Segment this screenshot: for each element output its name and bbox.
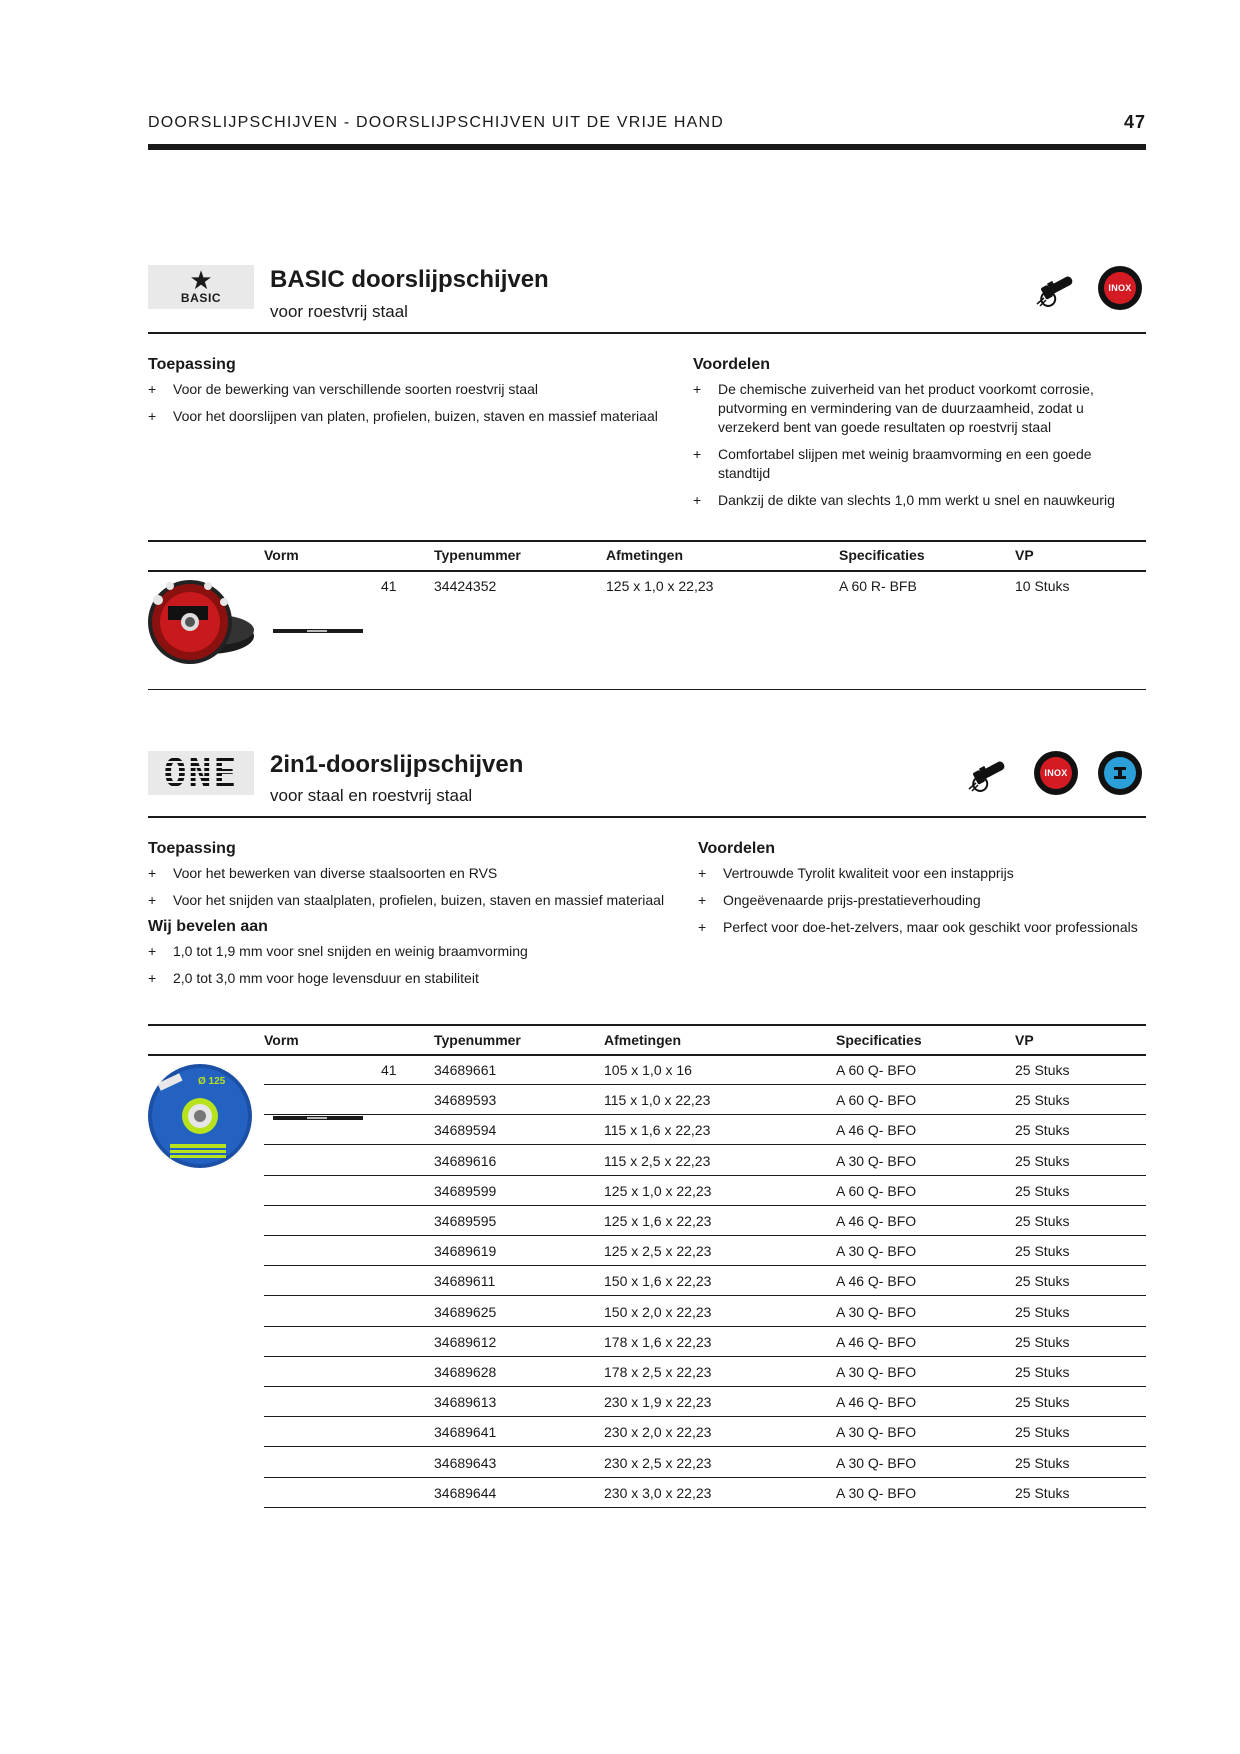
table-row-divider (264, 1446, 1146, 1447)
cell-specificaties: A 60 R- BFB (839, 578, 917, 594)
cell-typenummer: 34689594 (434, 1122, 497, 1139)
table-top-rule (148, 540, 1146, 542)
cell-typenummer: 34689612 (434, 1333, 497, 1350)
table-row-divider (264, 1477, 1146, 1478)
one-brand-badge (148, 751, 254, 795)
col-header-vp: VP (1015, 1032, 1034, 1048)
section-title: BASIC doorslijpschijven (270, 266, 549, 293)
angle-grinder-icon (966, 751, 1010, 795)
cell-afmetingen: 115 x 2,5 x 22,23 (604, 1152, 711, 1169)
list-item: + Vertrouwde Tyrolit kwaliteit voor een instapprijs (698, 864, 1143, 883)
cell-typenummer: 34689661 (434, 1062, 497, 1078)
col-header-typenummer: Typenummer (434, 547, 521, 563)
cell-afmetingen: 125 x 1,0 x 22,23 (604, 1182, 712, 1199)
cell-typenummer: 34689613 (434, 1394, 497, 1411)
cell-typenummer: 34424352 (434, 578, 497, 594)
cell-specificaties: A 60 Q- BFO (836, 1092, 917, 1109)
section-divider (148, 332, 1146, 334)
toepassing-heading: Toepassing (148, 356, 236, 373)
cell-afmetingen: 178 x 2,5 x 22,23 (604, 1364, 712, 1380)
cell-afmetingen: 178 x 1,6 x 22,23 (604, 1333, 712, 1350)
section-subtitle: voor roestvrij staal (270, 302, 408, 321)
cell-specificaties: A 46 Q- BFO (836, 1333, 917, 1350)
table-row-divider (264, 1205, 1146, 1206)
cell-typenummer: 34689644 (434, 1484, 497, 1501)
table-header-rule (148, 570, 1146, 572)
cell-specificaties: A 30 Q- BFO (836, 1484, 917, 1501)
angle-grinder-icon (1034, 266, 1078, 310)
cell-specificaties: A 30 Q- BFO (836, 1424, 917, 1441)
col-header-typenummer: Typenummer (434, 1032, 521, 1048)
cell-vp: 25 Stuks (1015, 1152, 1070, 1169)
inox-icon (1034, 751, 1078, 795)
cell-vp: 25 Stuks (1015, 1092, 1070, 1109)
cell-vp: 25 Stuks (1015, 1213, 1070, 1229)
disc-profile-icon (273, 1116, 363, 1120)
badge-label: ONE (163, 751, 239, 795)
toepassing-block (148, 356, 688, 434)
cell-afmetingen: 105 x 1,0 x 16 (604, 1062, 692, 1078)
cell-specificaties: A 30 Q- BFO (836, 1303, 917, 1320)
list-item: + Dankzij de dikte van slechts 1,0 mm werkt u snel en nauwkeurig (693, 491, 1143, 510)
col-header-vp: VP (1015, 547, 1034, 563)
cell-specificaties: A 30 Q- BFO (836, 1454, 917, 1471)
header-divider (148, 144, 1146, 150)
voordelen-list (693, 380, 1143, 510)
table-row-divider (264, 1175, 1146, 1176)
list-item: + Ongeëvenaarde prijs-prestatieverhouding (698, 891, 1143, 910)
table-row-divider (264, 1235, 1146, 1236)
cell-typenummer: 34689611 (434, 1273, 496, 1290)
cell-afmetingen: 125 x 1,0 x 22,23 (606, 578, 714, 594)
table-row-divider (264, 1507, 1146, 1508)
cell-afmetingen: 125 x 2,5 x 22,23 (604, 1243, 712, 1260)
cell-specificaties: A 30 Q- BFO (836, 1243, 917, 1260)
cell-typenummer: 34689595 (434, 1213, 497, 1229)
cell-specificaties: A 46 Q- BFO (836, 1273, 917, 1290)
basic-disc-image (146, 578, 256, 668)
cell-vp: 25 Stuks (1015, 1243, 1070, 1260)
cell-afmetingen: 125 x 1,6 x 22,23 (604, 1213, 712, 1229)
col-header-specificaties: Specificaties (836, 1032, 922, 1048)
voordelen-heading: Voordelen (693, 356, 771, 373)
cell-vp: 25 Stuks (1015, 1303, 1070, 1320)
cell-specificaties: A 46 Q- BFO (836, 1122, 917, 1139)
voordelen-heading: Voordelen (698, 840, 776, 857)
aanbevelen-heading: Wij bevelen aan (148, 918, 268, 935)
list-item: + 1,0 tot 1,9 mm voor snel snijden en weinig braamvorming (148, 942, 688, 961)
cell-typenummer: 34689643 (434, 1454, 497, 1471)
table-row-divider (264, 1114, 1146, 1115)
list-item: + Voor het bewerken van diverse staalsoorten en RVS (148, 864, 688, 883)
cell-vp: 25 Stuks (1015, 1394, 1070, 1411)
cell-vp: 25 Stuks (1015, 1424, 1070, 1441)
toepassing-heading: Toepassing (148, 840, 236, 857)
cell-afmetingen: 230 x 3,0 x 22,23 (604, 1484, 712, 1501)
steel-icon (1098, 751, 1142, 795)
cell-afmetingen: 115 x 1,0 x 22,23 (604, 1092, 711, 1109)
list-item: + 2,0 tot 3,0 mm voor hoge levensduur en stabiliteit (148, 969, 688, 988)
cell-vp: 25 Stuks (1015, 1454, 1070, 1471)
running-header-title: DOORSLIJPSCHIJVEN - DOORSLIJPSCHIJVEN UIT DE VRIJE HAND (148, 114, 725, 131)
list-item: + Voor het doorslijpen van platen, profielen, buizen, staven en massief materiaal (148, 407, 688, 426)
cell-vp: 10 Stuks (1015, 578, 1070, 594)
cell-vp: 25 Stuks (1015, 1122, 1070, 1139)
inox-icon (1098, 266, 1142, 310)
cell-vp: 25 Stuks (1015, 1182, 1070, 1199)
one-disc-image (146, 1062, 254, 1170)
toepassing-block (148, 840, 688, 996)
cell-afmetingen: 230 x 2,5 x 22,23 (604, 1454, 712, 1471)
aanbevelen-list (148, 942, 688, 988)
cell-typenummer: 34689625 (434, 1303, 497, 1320)
cell-vp: 25 Stuks (1015, 1364, 1070, 1380)
list-item: + Perfect voor doe-het-zelvers, maar ook geschikt voor professionals (698, 918, 1143, 937)
cell-specificaties: A 30 Q- BFO (836, 1152, 917, 1169)
cell-typenummer: 34689641 (434, 1424, 497, 1441)
cell-afmetingen: 115 x 1,6 x 22,23 (604, 1122, 711, 1139)
cell-specificaties: A 60 Q- BFO (836, 1182, 917, 1199)
col-header-vorm: Vorm (264, 1032, 299, 1048)
table-row-divider (264, 1295, 1146, 1296)
table-row-divider (264, 1386, 1146, 1387)
col-header-specificaties: Specificaties (839, 547, 925, 563)
cell-specificaties: A 46 Q- BFO (836, 1213, 917, 1229)
cell-specificaties: A 60 Q- BFO (836, 1062, 917, 1078)
toepassing-list (148, 380, 688, 426)
shape-number: 41 (381, 1062, 397, 1078)
list-item: + De chemische zuiverheid van het product voorkomt corrosie, putvorming en vermindering van de duurzaamheid, zodat u verzekerd bent van goede resultaten op roestvrij staal (693, 380, 1143, 437)
basic-brand-badge (148, 265, 254, 309)
list-item: + Voor de bewerking van verschillende soorten roestvrij staal (148, 380, 688, 399)
col-header-vorm: Vorm (264, 547, 299, 563)
table-row-divider (264, 1356, 1146, 1357)
cell-specificaties: A 30 Q- BFO (836, 1364, 917, 1380)
col-header-afmetingen: Afmetingen (606, 547, 683, 563)
cell-typenummer: 34689593 (434, 1092, 497, 1109)
table-header-rule (148, 1054, 1146, 1056)
inox-label: INOX (1040, 757, 1072, 789)
inox-label: INOX (1104, 272, 1136, 304)
table-row-divider (264, 1416, 1146, 1417)
table-row-divider (264, 1084, 1146, 1085)
section-divider (148, 816, 1146, 818)
cell-afmetingen: 150 x 1,6 x 22,23 (604, 1273, 712, 1290)
cell-typenummer: 34689599 (434, 1182, 497, 1199)
col-header-afmetingen: Afmetingen (604, 1032, 681, 1048)
list-item: + Comfortabel slijpen met weinig braamvorming en een goede standtijd (693, 445, 1143, 483)
table-bottom-rule (148, 689, 1146, 690)
voordelen-list (698, 864, 1143, 937)
star-icon: ★ (189, 265, 213, 295)
cell-typenummer: 34689616 (434, 1152, 497, 1169)
table-row-divider (264, 1144, 1146, 1145)
page-number: 47 (1123, 112, 1146, 132)
voordelen-block (693, 356, 1143, 518)
disc-profile-icon (273, 629, 363, 633)
table-top-rule (148, 1024, 1146, 1026)
shape-number: 41 (381, 578, 397, 594)
cell-vp: 25 Stuks (1015, 1333, 1070, 1350)
table-row-divider (264, 1326, 1146, 1327)
table-row-divider (264, 1265, 1146, 1266)
badge-label: BASIC (180, 291, 222, 305)
list-item: + Voor het snijden van staalplaten, profielen, buizen, staven en massief materiaal (148, 891, 688, 910)
cell-typenummer: 34689628 (434, 1364, 497, 1380)
section-title: 2in1-doorslijpschijven (270, 751, 524, 778)
cell-vp: 25 Stuks (1015, 1062, 1070, 1078)
disc-size-label: Ø 125 (198, 1076, 226, 1087)
cell-afmetingen: 230 x 1,9 x 22,23 (604, 1394, 712, 1411)
cell-vp: 25 Stuks (1015, 1273, 1070, 1290)
voordelen-block (698, 840, 1143, 945)
cell-vp: 25 Stuks (1015, 1484, 1070, 1501)
section-subtitle: voor staal en roestvrij staal (270, 786, 473, 805)
toepassing-list (148, 864, 688, 910)
cell-typenummer: 34689619 (434, 1243, 497, 1260)
cell-afmetingen: 150 x 2,0 x 22,23 (604, 1303, 712, 1320)
cell-afmetingen: 230 x 2,0 x 22,23 (604, 1424, 712, 1441)
cell-specificaties: A 46 Q- BFO (836, 1394, 917, 1411)
